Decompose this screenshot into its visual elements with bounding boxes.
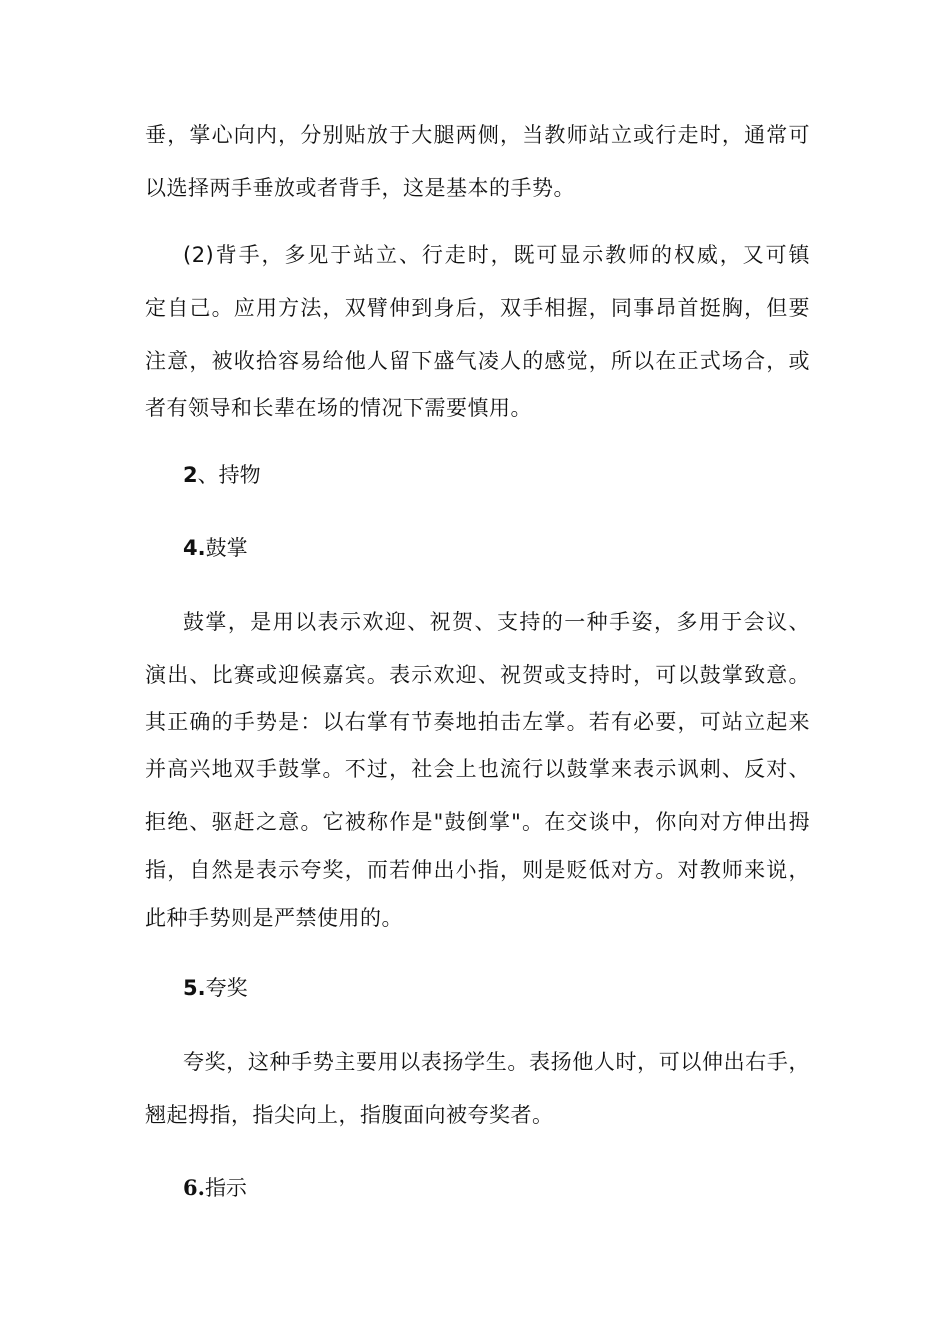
- paragraph-line: 指，自然是表示夸奖，而若伸出小指，则是贬低对方。对教师来说，: [145, 858, 810, 882]
- section-heading: [183, 532, 248, 564]
- paragraph-line: 此种手势则是严禁使用的。: [145, 906, 403, 930]
- paragraph-line: (2)背手，多见于站立、行走时，既可显示教师的权威，又可镇: [183, 243, 810, 267]
- heading-number: 4.: [183, 536, 206, 560]
- paragraph-line: 定自己。应用方法，双臂伸到身后，双手相握，同事昂首挺胸，但要: [145, 296, 810, 320]
- heading-text: 指示: [204, 1176, 247, 1200]
- section-heading: [183, 459, 261, 491]
- paragraph-line: 并高兴地双手鼓掌。不过，社会上也流行以鼓掌来表示讽刺、反对、: [145, 757, 810, 781]
- heading-text: 、持物: [197, 463, 261, 487]
- paragraph-line: 垂，掌心向内，分别贴放于大腿两侧，当教师站立或行走时，通常可: [145, 123, 810, 147]
- section-heading: [183, 972, 248, 1004]
- paragraph-line: 夸奖，这种手势主要用以表扬学生。表扬他人时，可以伸出右手，: [183, 1050, 810, 1074]
- heading-number: 6.: [183, 1175, 205, 1200]
- paragraph-line: 鼓掌，是用以表示欢迎、祝贺、支持的一种手姿，多用于会议、: [183, 610, 810, 634]
- heading-text: 鼓掌: [205, 536, 248, 560]
- paragraph-line: 以选择两手垂放或者背手，这是基本的手势。: [145, 176, 575, 200]
- paragraph-line: 者有领导和长辈在场的情况下需要慎用。: [145, 396, 532, 420]
- heading-number: 2: [183, 463, 198, 487]
- heading-text: 夸奖: [205, 976, 248, 1000]
- section-heading: [183, 1172, 247, 1204]
- paragraph-line: 拒绝、驱赶之意。它被称作是"鼓倒掌"。在交谈中，你向对方伸出拇: [145, 810, 810, 834]
- paragraph-line: 翘起拇指，指尖向上，指腹面向被夸奖者。: [145, 1103, 554, 1127]
- paragraph-line: 注意，被收拾容易给他人留下盛气凌人的感觉，所以在正式场合，或: [145, 349, 810, 373]
- heading-number: 5.: [183, 976, 206, 1000]
- paragraph-line: 演出、比赛或迎候嘉宾。表示欢迎、祝贺或支持时，可以鼓掌致意。: [145, 663, 810, 687]
- paragraph-line: 其正确的手势是：以右掌有节奏地拍击左掌。若有必要，可站立起来: [145, 710, 810, 734]
